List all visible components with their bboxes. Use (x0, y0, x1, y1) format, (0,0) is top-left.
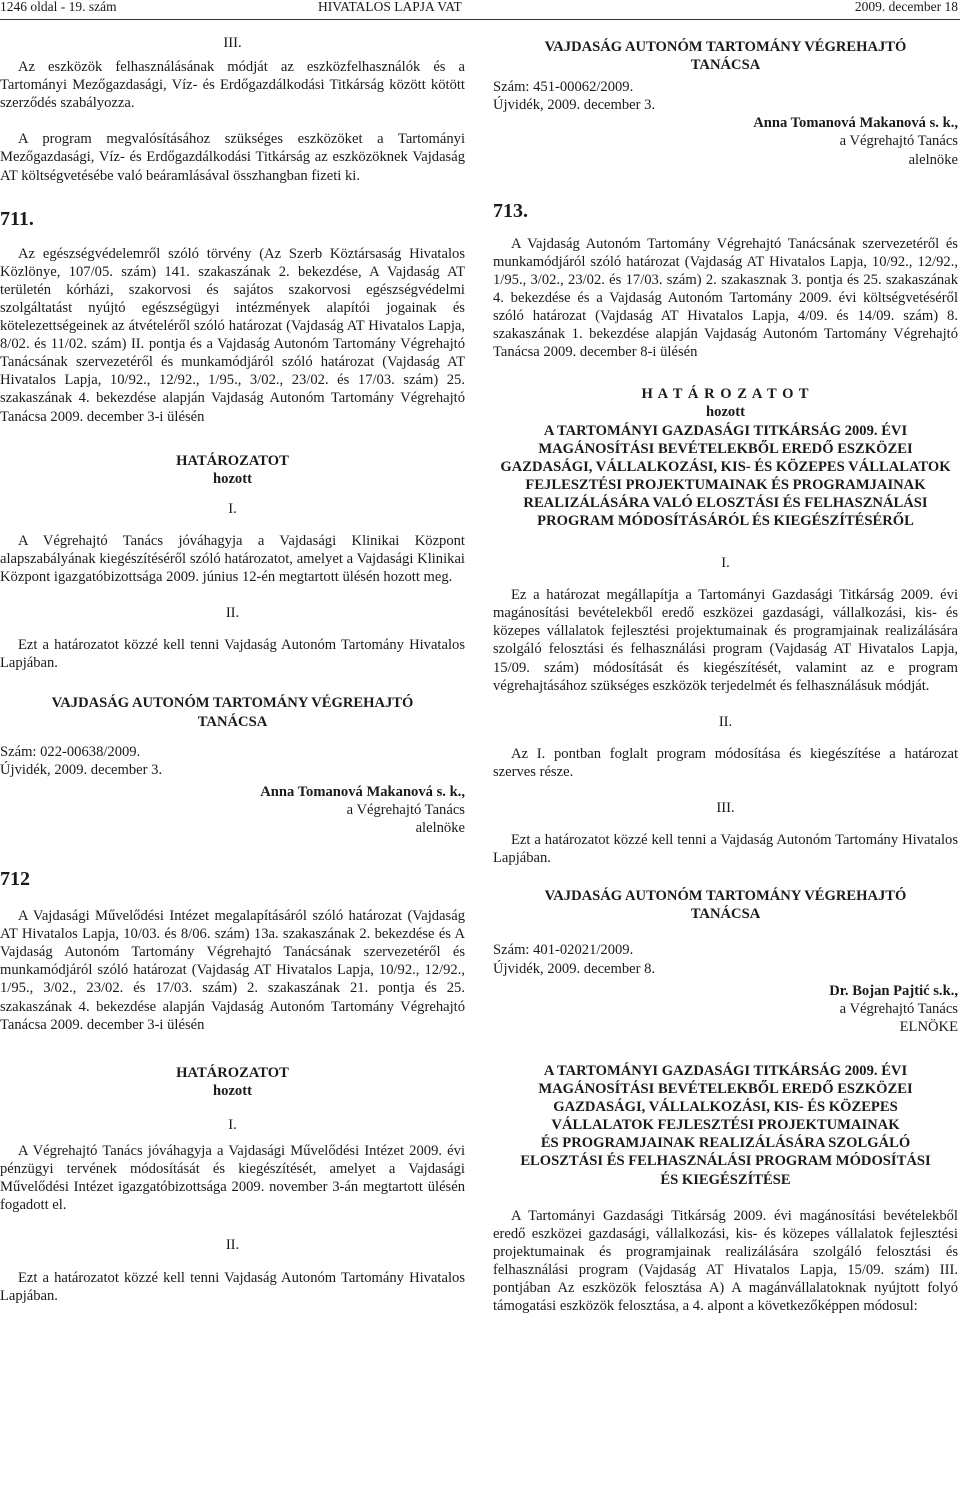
item-712-preamble: A Vajdasági Művelődési Intézet megalapításáról szóló határozat (Vajdaság AT Hivatalos Lapja, 10/03. és 8/06. szám) 13a. szakaszának 2. bekezdése és A Vajdaság Autonóm Tartomány Végrehajtó Tanácsának szervezetéről és munkamódjáról szóló határozat (Vajdaság AT Hivatalos Lapja, 10/92., 12/92., 1/95., 3/02., 23/02. és 17/03. szám) 2. szakaszának 21. pontja és 25. szakaszának 4. bekezdése alapján Vajdaság Autonóm Tartomány Végrehajtó Tanácsa 2009. december 3-i ülésén (0, 908, 465, 1033)
left-column (0, 20, 465, 1305)
item-713-place-date: Újvidék, 2009. december 8. (493, 960, 656, 977)
issue-date: 2009. december 18 (854, 0, 958, 14)
item-711-reference-number: Szám: 022-00638/2009. (0, 743, 141, 760)
item-713-number: 713. (493, 199, 528, 222)
program-title-line-2: MAGÁNOSÍTÁSI BEVÉTELEKBŐL EREDŐ ESZKÖZEI (538, 1081, 913, 1098)
section-iii-paragraph-1: Az eszközök felhasználásának módját az eszközfelhasználók és a Tartományi Mezőgazdasági, Víz- és Erdőgazdálkodási Titkárság között kötött szerződés szabályozza. (0, 59, 465, 112)
page-number: 1246 oldal - 19. szám (0, 0, 117, 14)
page-header (0, 0, 960, 20)
item-711-decision-heading: HATÁROZATOT (176, 452, 289, 469)
item-713-hozott: hozott (706, 404, 745, 421)
item-712-signatory-role: a Végrehajtó Tanács (839, 133, 958, 150)
item-712-number: 712 (0, 868, 30, 891)
item-711-point-ii-text: Ezt a határozatot közzé kell tenni Vajdaság Autonóm Tartomány Hivatalos Lapjában. (0, 637, 465, 672)
item-713-signatory-name: Dr. Bojan Pajtić s.k., (829, 982, 958, 999)
item-713-point-iii-text: Ezt a határozatot közzé kell tenni a Vajdaság Autonóm Tartomány Hivatalos Lapjában. (493, 832, 958, 867)
item-711-council-line-1: VAJDASÁG AUTONÓM TARTOMÁNY VÉGREHAJTÓ (51, 695, 414, 712)
item-713-point-i-heading: I. (721, 555, 730, 572)
program-title-line-1: A TARTOMÁNYI GAZDASÁGI TITKÁRSÁG 2009. ÉVI (543, 1062, 908, 1079)
item-711-council-line-2: TANÁCSA (197, 713, 268, 730)
item-712-reference-number: Szám: 451-00062/2009. (493, 79, 634, 96)
item-711-signatory-role: a Végrehajtó Tanács (346, 801, 465, 818)
item-711-point-ii-heading: II. (225, 605, 240, 622)
item-712-point-ii-heading: II. (225, 1237, 240, 1254)
item-713-point-ii-heading: II. (718, 713, 733, 730)
item-713-council-line-2: TANÁCSA (690, 906, 761, 923)
item-713-point-iii-heading: III. (716, 800, 735, 816)
item-712-point-i-text: A Végrehajtó Tanács jóváhagyja a Vajdasági Művelődési Intézet 2009. évi pénzügyi tervének módosítását és kiegészítését, amelyet a Vajdasági Művelődési Intézet igazgatóbizottsága 2009. november 3-án megtartott ülésén fogadott el. (0, 1143, 465, 1214)
item-711-preamble: Az egészségvédelemről szóló törvény (Az Szerb Köztársaság Hivatalos Közlönye, 107/05. szám) 141. szakaszának 2. bekezdése, A Vajdaság AT területén kórházi, szakorvosi és sajátos szakorvosi egészségvédelmi szolgáltatást nyújtó egészségügyi intézmények alapítói jogainak és kötelezettségeinek az átvételéről szóló határozat (Vajdaság AT Hivatalos Lapja, 8/02. és 11/02. szám) II. pontja és a Vajdaság Autonóm Tartomány Végrehajtó Tanácsának szervezetéről és munkamódjáról szóló határozat (Vajdaság AT Hivatalos Lapja, 10/92., 12/92., 1/95., 3/02., 23/02. és 17/03. szám) 25. szakaszának 4. bekezdése alapján Vajdaság Autonóm Tartomány Végrehajtó Tanácsa 2009. december 3-i ülésén (0, 245, 465, 425)
item-713-preamble: A Vajdaság Autonóm Tartomány Végrehajtó Tanácsának szervezetéről és munkamódjáról szóló határozat (Vajdaság AT Hivatalos Lapja, 10/92., 12/92., 1/95., 3/02., 23/02. és 17/03. szám) 2. szakasznak 3. pontja és 25. szakaszának 4. bekezdése és a Vajdaság Autonóm Tartomány 2009. évi költségvetéséről szóló határozat (Vajdaság AT Hivatalos Lapja, 4/09. és 14/09. szám) 8. szakaszának 1. bekezdése alapján Vajdaság Autonóm Tartomány Végrehajtó Tanácsa 2009. december 8-i ülésén (493, 235, 958, 361)
item-711-signatory-name: Anna Tomanová Makanová s. k., (260, 783, 465, 800)
item-713-council-line-1: VAJDASÁG AUTONÓM TARTOMÁNY VÉGREHAJTÓ (544, 888, 907, 905)
item-712-place-date: Újvidék, 2009. december 3. (493, 97, 656, 114)
item-711-point-i-heading: I. (228, 500, 237, 517)
program-title-line-7: ÉS KIEGÉSZÍTÉSE (660, 1171, 791, 1188)
item-712-point-ii-text: Ezt a határozatot közzé kell tenni Vajdaság Autonóm Tartomány Hivatalos Lapjában. (0, 1269, 465, 1304)
item-712-council-line-2: TANÁCSA (690, 57, 761, 74)
item-711-place-date: Újvidék, 2009. december 3. (0, 761, 163, 778)
program-title-line-4: VÁLLALATOK FEJLESZTÉSI PROJEKTUMAINAK (551, 1117, 900, 1134)
item-713-decision-heading: H A T Á R O Z A T O T (641, 386, 810, 403)
item-711-hozott: hozott (213, 470, 252, 487)
item-712-signatory-name: Anna Tomanová Makanová s. k., (753, 115, 958, 132)
item-711-signatory-title: alelnöke (415, 820, 465, 836)
item-712-decision-heading: HATÁROZATOT (176, 1064, 289, 1081)
item-713-signatory-role: a Végrehajtó Tanács (839, 1000, 958, 1017)
item-713-reference-number: Szám: 401-02021/2009. (493, 942, 634, 959)
program-title-line-3: GAZDASÁGI, VÁLLALKOZÁSI, KIS- ÉS KÖZEPES (553, 1099, 898, 1116)
right-column (493, 20, 958, 1315)
item-713-point-ii-text: Az I. pontban foglalt program módosítása és kiegészítése a határozat szerves része. (493, 745, 958, 780)
program-title-line-5: ÉS PROGRAMJAINAK REALIZÁLÁSÁRA SZOLGÁLÓ (540, 1135, 911, 1152)
program-paragraph: A Tartományi Gazdasági Titkárság 2009. évi magánosítási bevételekből eredő eszközei gazdasági, vállalkozási, kis- és közepes vállalatok fejlesztési projektumainak és programjainak realizálására szolgáló felosztási és felhasználási program (Vajdaság AT Hivatalos Lapja, 15/09. szám) III. pontjában Az eszközök felosztása A) A magánvállalatoknak nyújtott folyó támogatási eszközök felosztása, a 4. alpont a következőképpen módosul: (493, 1207, 958, 1315)
item-713-decision-title: A TARTOMÁNYI GAZDASÁGI TITKÁRSÁG 2009. ÉVI MAGÁNOSÍTÁSI BEVÉTELEKBŐL EREDŐ ESZKÖZEI GAZDASÁGI, VÁLLALKOZÁSI, KIS- ÉS KÖZEPES VÁLLALATOK FEJLESZTÉSI PROJEKTUMAINAK ÉS PROGRAMJAINAK REALIZÁLÁSÁRA VALÓ ELOSZTÁSI ÉS FELHASZNÁLÁSI PROGRAM MÓDOSÍTÁSÁRÓL ÉS KIEGÉSZÍTÉSÉRŐL (500, 422, 951, 529)
item-713-signatory-title: ELNÖKE (899, 1018, 958, 1035)
section-iii-paragraph-2: A program megvalósításához szükséges eszközöket a Tartományi Mezőgazdasági, Víz- és Erdőgazdálkodási Titkárság az eszközöknek Vajdaság AT költségvetésébe való beáramlásával összhangban fizeti ki. (0, 131, 465, 184)
program-title-line-6: ELOSZTÁSI ÉS FELHASZNÁLÁSI PROGRAM MÓDOSÍTÁSI (520, 1153, 931, 1170)
item-712-hozott: hozott (213, 1082, 252, 1099)
journal-title: HIVATALOS LAPJA VAT (318, 0, 462, 14)
item-711-number: 711. (0, 207, 34, 230)
item-712-signatory-title: alelnöke (908, 151, 958, 168)
item-711-point-i-text: A Végrehajtó Tanács jóváhagyja a Vajdasági Klinikai Központ alapszabályának kiegészítéséről szóló határozatot, amelyet a Vajdasági Klinikai Központ igazgatóbizottsága 2009. június 12-én megtartott ülésén hozott meg. (0, 532, 465, 586)
section-iii-heading: III. (223, 35, 242, 51)
item-712-council-line-1: VAJDASÁG AUTONÓM TARTOMÁNY VÉGREHAJTÓ (544, 39, 907, 55)
item-712-point-i-heading: I. (228, 1116, 237, 1133)
item-713-point-i-text: Ez a határozat megállapítja a Tartományi Gazdasági Titkárság 2009. évi magánosítási bevételekből eredő eszközei gazdasági, vállalkozási, kis- és közepes vállalatok fejlesztési projektumainak és programjainak realizálására szolgáló felosztási és felhasználási program (Vajdaság AT Hivatalos Lapja, 15/09. szám) módosítását és kiegészítését, valamint az e program végrehajtásához szükséges eszközök terjedelmét és felhasználásuk módját. (493, 587, 958, 694)
